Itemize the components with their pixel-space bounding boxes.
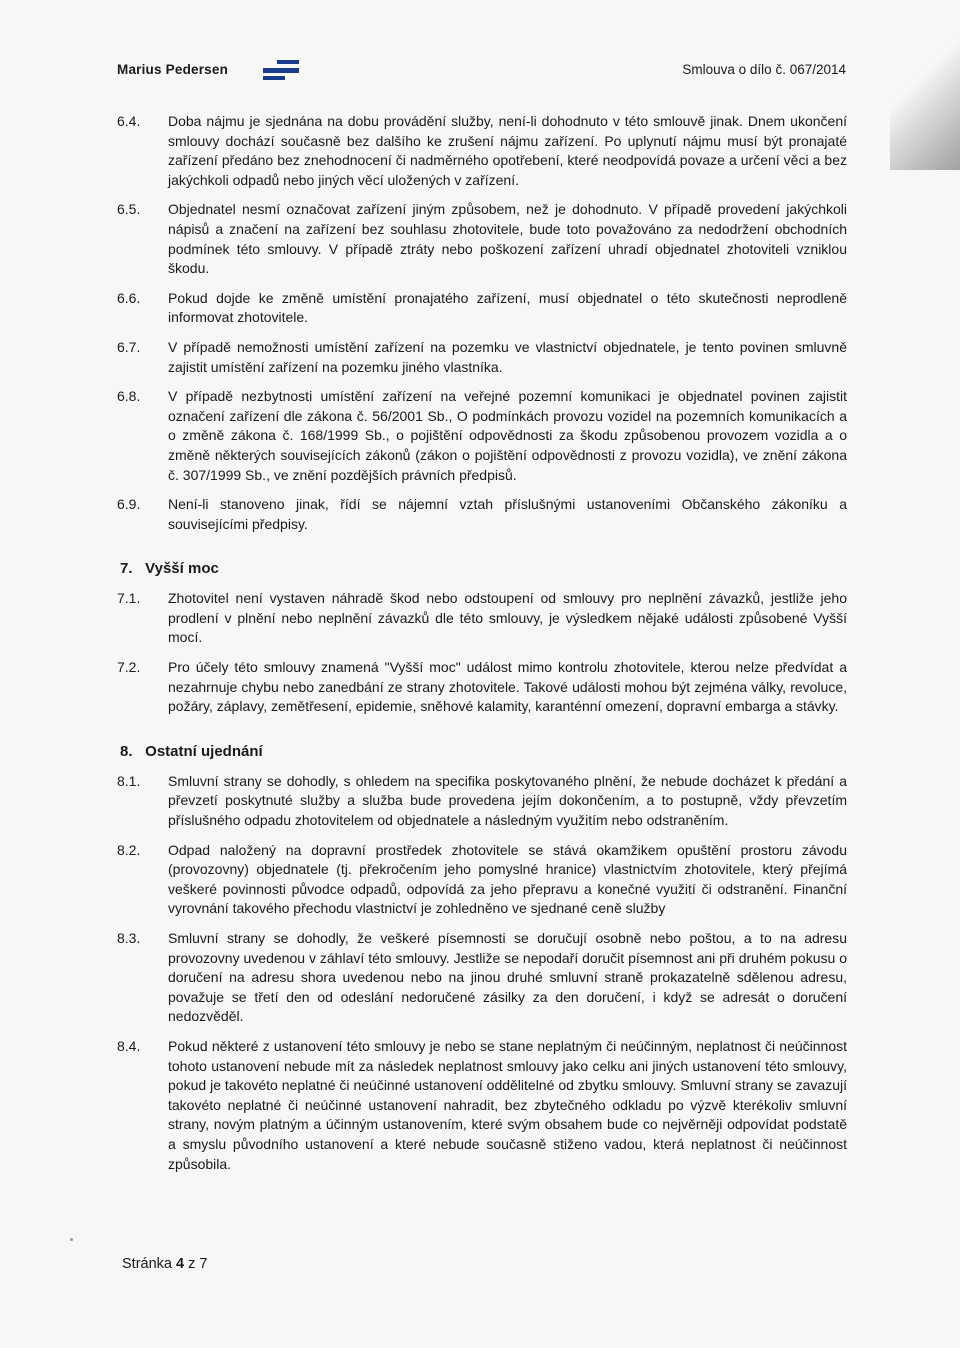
clause-text: Zhotovitel není vystaven náhradě škod nebo odstoupení od smlouvy pro neplnění závazků, jestliže jeho prodlení v plnění nebo neplnění závazků dle této smlouvy, je výsledkem nějaké události způsobené Vyšší mocí. — [168, 590, 847, 646]
clause-number: 7.2. — [117, 659, 141, 676]
clause-number: 6.6. — [117, 289, 141, 306]
clause-text: Pokud dojde ke změně umístění pronajatého zařízení, musí objednatel o této skutečnosti neprodleně informovat zhotovitele. — [168, 289, 847, 326]
clause-number: 8.3. — [117, 930, 141, 946]
page-total: 7 — [199, 1256, 208, 1272]
clause-number: 8.1. — [117, 772, 141, 789]
section-heading-8 — [120, 743, 847, 760]
clause-8-3 — [117, 929, 847, 1027]
clause-number: 6.9. — [117, 496, 141, 513]
clause-number: 7.1. — [117, 590, 141, 607]
section-number: 7. — [120, 560, 133, 578]
page-footer — [122, 1256, 207, 1272]
scan-mark — [70, 1238, 73, 1241]
clause-7-2 — [117, 658, 847, 717]
clause-number: 6.8. — [117, 388, 141, 405]
clause-text: Smluvní strany se dohodly, s ohledem na specifika poskytovaného plnění, že nebude docházet k předání a převzetí poskytnuté služby a služba bude provedena jejím dokončením, a to postupně, vždy převzetím příslušného odpadu zhotovitelem od objednatele a následným využitím nebo odstraněním. — [168, 772, 847, 829]
clause-7-1 — [117, 589, 847, 648]
contract-number: Smlouva o dílo č. 067/2014 — [682, 62, 846, 77]
clause-text: Doba nájmu je sjednána na dobu provádění služby, není-li dohodnuto v této smlouvě jinak. Dnem ukončení smlouvy dochází současně bez dalšího ke zrušení nájmu zařízení. Po uplynutí nájmu musí být pronajaté zařízení předáno bez znehodnocení či nadměrného opotřebení, které neodpovídá povaze a určení věci a bez jakýchkoli odpadů nebo jiných věcí uložených v zařízení. — [168, 113, 847, 188]
section-heading-7 — [120, 560, 847, 577]
section-title: Ostatní ujednání — [145, 742, 263, 760]
clause-6-9 — [117, 495, 847, 534]
clause-6-8 — [117, 387, 847, 485]
clause-6-5 — [117, 200, 847, 278]
company-name: Marius Pedersen — [117, 62, 229, 77]
clause-text: Smluvní strany se dohodly, že veškeré písemnosti se doručují osobně nebo poštou, a to na adresu provozovny uvedenou v záhlaví této smlouvy. Jestliže se nepodaří doručit písemnost ani při druhém pokusu o doručení na adresu shora uvedenou nebo na jinou druhé smluvní straně prokazatelně sdělenou adresu, považuje se třetí den od odeslání nedoručené zásilky za den doručení, i když se adresát o doručení nedozvěděl. — [168, 930, 847, 1025]
clause-text: Není-li stanoveno jinak, řídí se nájemní vztah příslušnými ustanoveními Občanského zákoníku a souvisejícími předpisy. — [168, 496, 847, 532]
clause-8-1 — [117, 772, 847, 831]
clause-text: V případě nemožnosti umístění zařízení na pozemku ve vlastnictví objednatele, je tento povinen smluvně zajistit umístění zařízení na pozemku jiného vlastníka. — [168, 338, 847, 375]
clause-8-2 — [117, 841, 847, 919]
document-body — [117, 112, 847, 1184]
clause-text: Odpad naložený na dopravní prostředek zhotovitele se stává okamžikem opuštění prostoru závodu (provozovny) objednatele (tj. překročením jeho pomyslné hranice) vlastnictvím zhotovitele, který přejímá veškeré povinnosti původce odpadů, odpovídá za jeho přepravu a konečné využití či odstranění. Finanční vyrovnání takového přechodu vlastnictví je zohledněno ve sjednané ceně služby — [168, 841, 847, 917]
page-label: Stránka — [122, 1256, 172, 1272]
clause-6-7 — [117, 338, 847, 377]
clause-number: 6.4. — [117, 113, 141, 129]
clause-text: Objednatel nesmí označovat zařízení jiným způsobem, než je dohodnuto. V případě provedení jakýchkoli nápisů a značení na zařízení bez souhlasu zhotovitele, bude toto považováno za nedodržení obchodních podmínek této smlouvy. V případě ztráty nebo poškození zařízení uhradí objednatel zhotoviteli vzniklou škodu. — [168, 201, 847, 277]
clause-text: Pro účely této smlouvy znamená "Vyšší moc" událost mimo kontrolu zhotovitele, kterou nelze předvídat a nezahrnuje chybu nebo zanedbání ze strany zhotovitele. Takové události mohou být zejména války, revoluce, požáry, záplavy, zemětřesení, epidemie, sněhové kalamity, karanténní omezení, dopravní embarga a stávky. — [168, 659, 847, 715]
clause-number: 8.4. — [117, 1037, 141, 1054]
page-header — [117, 60, 846, 84]
page-current: 4 — [176, 1256, 185, 1272]
section-number: 8. — [120, 742, 133, 760]
clause-text: Pokud některé z ustanovení této smlouvy je nebo se stane neplatným či neúčinným, neplatnost či neúčinnost tohoto ustanovení nebude mít za následek neplatnost smlouvy jako celku ani jiných ustanovení této smlouvy, pokud je takovéto neplatné či neúčinné ustanovení oddělitelné od zbytku smlouvy. Smluvní strany se zavazují takovéto neplatné či neúčinné ustanovení nahradit, bez zbytečného odkladu po výzvě kterékoliv smluvní strany, novým platným a účinným ustanovením, které svým obsahem bude co nejvěrněji odpovídat podstatě a smyslu původního ustanovení a které nebude současně stiženo vadou, která neplatnost či neúčinnost způsobila. — [168, 1037, 847, 1172]
page-separator: z — [188, 1256, 196, 1272]
section-title: Vyšší moc — [145, 560, 219, 578]
clause-6-4 — [117, 112, 847, 190]
clause-number: 6.7. — [117, 338, 141, 355]
clause-8-4 — [117, 1037, 847, 1174]
clause-text: V případě nezbytnosti umístění zařízení na veřejné pozemní komunikaci je objednatel povinen zajistit označení zařízení dle zákona č. 56/2001 Sb., O podmínkách provozu vozidel na pozemních komunikacích a o změně zákona č. 168/1999 Sb., o pojištění odpovědnosti za škodu způsobenou provozem vozidla a o změně některých souvisejících zákonů (zákon o pojištění odpovědnosti z provozu vozidla), ve znění zákona č. 307/1999 Sb., ve znění pozdějších právních předpisů. — [168, 388, 847, 483]
company-logo-icon — [263, 60, 299, 80]
clause-6-6 — [117, 289, 847, 328]
clause-number: 8.2. — [117, 841, 141, 858]
clause-number: 6.5. — [117, 201, 141, 218]
page-edge-shadow — [890, 0, 960, 170]
